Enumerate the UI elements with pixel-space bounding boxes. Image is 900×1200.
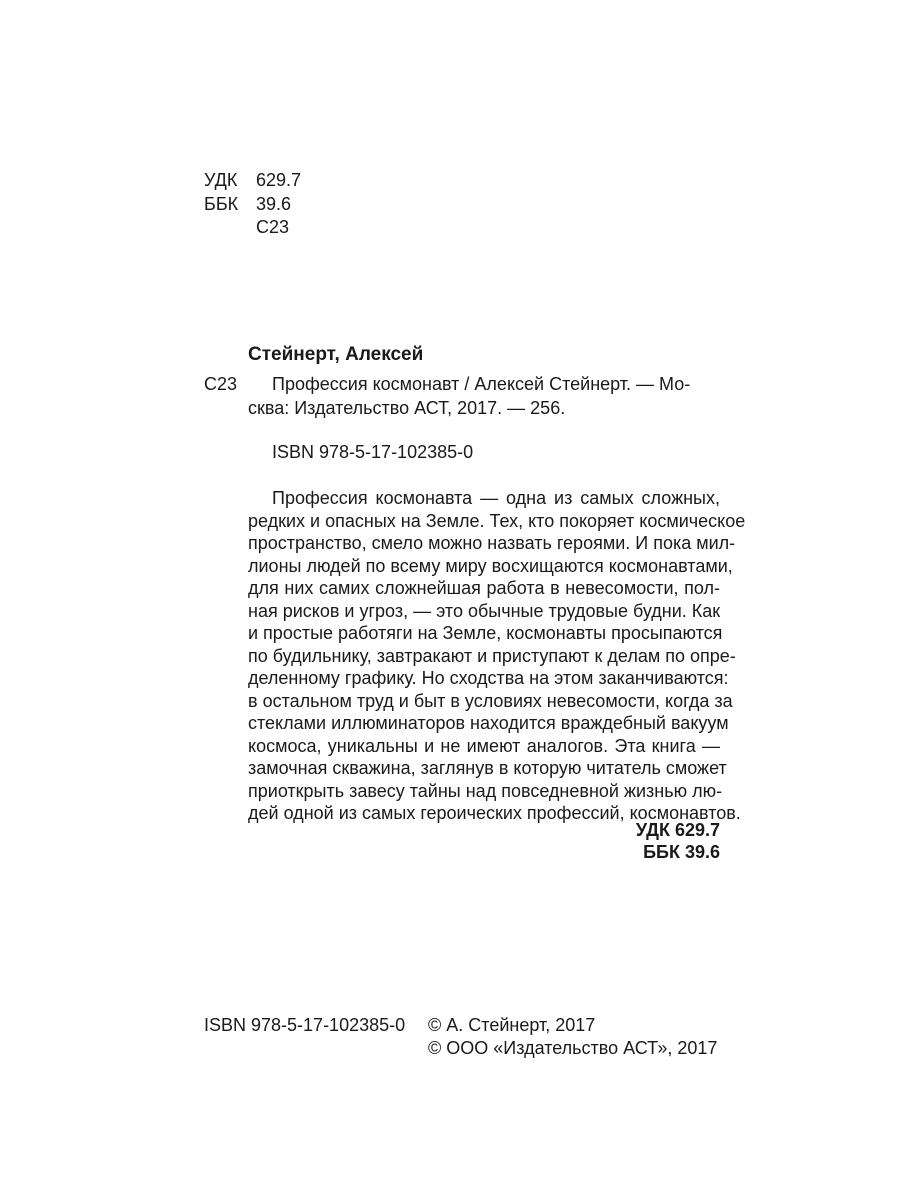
abstract-line: приоткрыть завесу тайны над повседневной жизнью лю-	[248, 780, 723, 801]
abstract-line: пространство, смело можно назвать героями. И пока мил-	[248, 533, 736, 553]
bbk-label: ББК	[204, 194, 239, 214]
card-isbn: ISBN 978-5-17-102385-0	[272, 442, 474, 462]
author-code: С23	[256, 217, 290, 237]
card-code: С23	[204, 374, 238, 394]
bbk-value: 39.6	[256, 194, 292, 214]
abstract-line: замочная скважина, заглянув в которую читатель сможет	[248, 758, 727, 778]
abstract-line: в остальном труд и быт в условиях невесомости, когда за	[248, 690, 733, 711]
bbk-bold: ББК 39.6	[643, 842, 720, 862]
abstract-line: дей одной из самых героических профессий, космонавтов.	[248, 803, 741, 823]
abstract-line: космоса, уникальны и не имеют аналогов. Эта книга —	[248, 735, 720, 756]
abstract-line: деленному графику. Но сходства на этом заканчиваются:	[248, 668, 729, 688]
copyright-publisher: © ООО «Издательство АСТ», 2017	[428, 1038, 718, 1058]
abstract-line: стеклами иллюминаторов находится враждебный вакуум	[248, 713, 729, 733]
udk-label: УДК	[204, 170, 238, 190]
udk-value: 629.7	[256, 170, 302, 190]
udk-bold: УДК 629.7	[635, 820, 720, 840]
abstract-line: редких и опасных на Земле. Тех, кто покоряет космическое	[248, 510, 746, 531]
abstract-line: для них самих сложнейшая работа в невесомости, пол-	[248, 578, 720, 598]
footer-isbn: ISBN 978-5-17-102385-0	[204, 1015, 406, 1035]
card-title-line-2: сква: Издательство АСТ, 2017. — 256.	[248, 398, 566, 418]
card-author: Стейнерт, Алексей	[248, 344, 424, 365]
card-abstract	[248, 487, 746, 825]
abstract-line: и простые работяги на Земле, космонавты просыпаются	[248, 623, 723, 643]
abstract-line: ная рисков и угроз, — это обычные трудовые будни. Как	[248, 600, 721, 621]
abstract-line: лионы людей по всему миру восхищаются космонавтами,	[248, 555, 733, 576]
card-title-line-1: Профессия космонавт / Алексей Стейнерт. — Мо-	[272, 374, 691, 394]
abstract-line: Профессия космонавта — одна из самых сложных,	[272, 488, 720, 508]
copyright-author: © А. Стейнерт, 2017	[428, 1015, 596, 1035]
abstract-line: по будильнику, завтракают и приступают к делам по опре-	[248, 645, 736, 666]
